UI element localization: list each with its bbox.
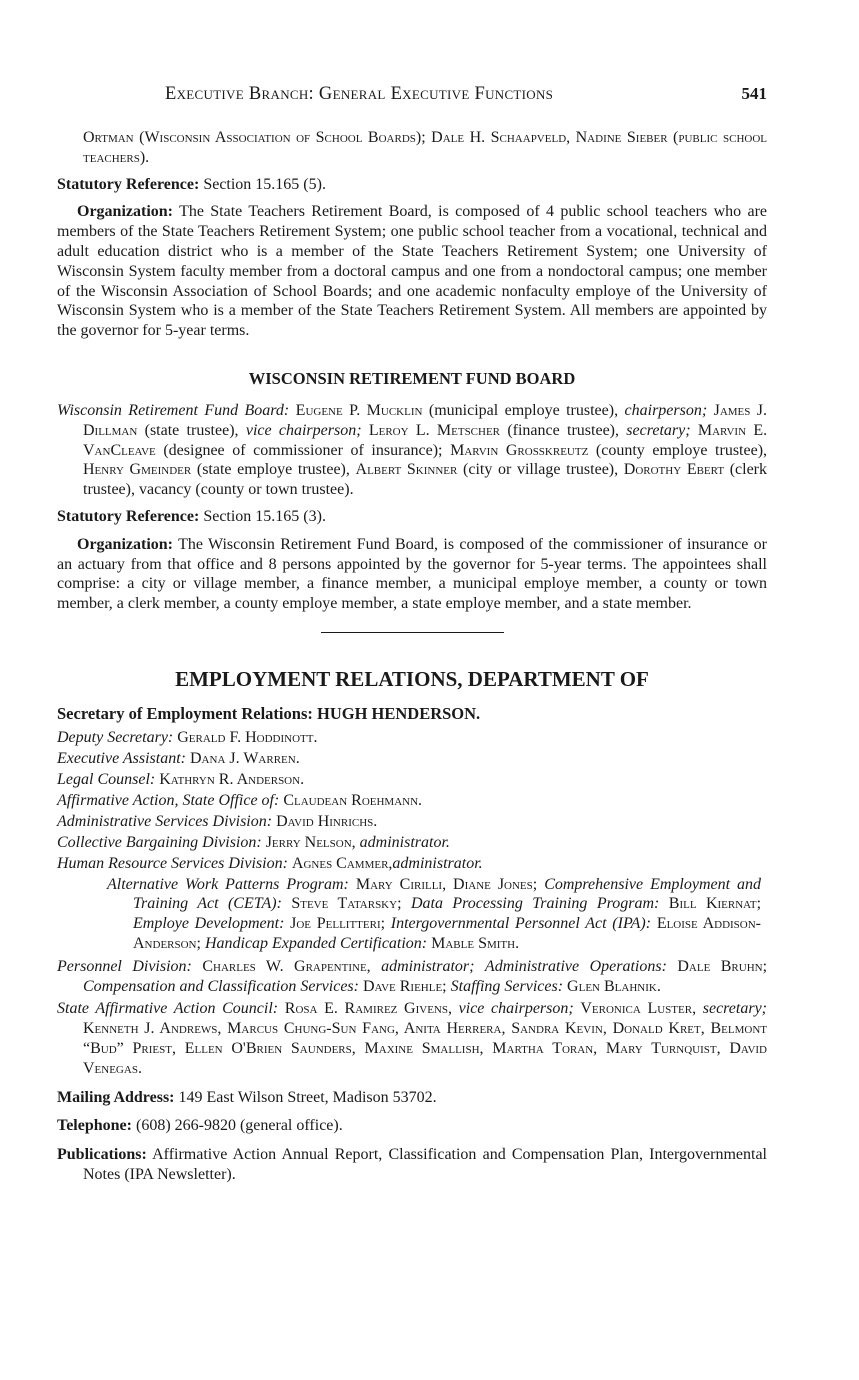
running-head	[57, 80, 767, 110]
mailing-address: Mailing Address: 149 East Wilson Street, Madison 53702.	[57, 1088, 437, 1106]
teachers-statutory-reference: Statutory Reference: Section 15.165 (5).	[57, 175, 326, 193]
page-number: 541	[741, 84, 767, 103]
personnel-division: Personnel Division: Charles W. Grapentine, administrator; Administrative Operations: Dale Bruhn; Compensation and Classification Services: Dave Riehle; Staffing Services: Glen Blahnik.	[57, 957, 768, 995]
teachers-board-members-continued: Ortman (Wisconsin Association of School Boards); Dale H. Schaapveld, Nadine Sieber (public school teachers).	[83, 129, 767, 166]
running-head-title: Executive Branch: General Executive Functions	[165, 84, 554, 104]
affirmative-action-office: Affirmative Action, State Office of: Claudean Roehmann.	[57, 791, 423, 809]
telephone: Telephone: (608) 266-9820 (general office).	[57, 1117, 343, 1135]
human-resource-services-division: Human Resource Services Division: Agnes Cammer,administrator.	[57, 854, 483, 872]
section-divider-rule	[321, 632, 504, 633]
department-heading: EMPLOYMENT RELATIONS, DEPARTMENT OF	[175, 666, 649, 691]
wrf-heading: WISCONSIN RETIREMENT FUND BOARD	[248, 368, 576, 388]
deputy-secretary: Deputy Secretary: Gerald F. Hoddinott.	[57, 728, 318, 746]
wrf-organization: Organization: The Wisconsin Retirement Fund Board, is composed of the commissioner of insurance or an actuary from that office and 8 persons appointed by the governor for 5-year terms. The appointees shall comprise: a city or village member, a finance member, a municipal employe member, a county or town member, a clerk member, a county employe member, a state employe member, and a state member.	[57, 535, 767, 613]
publications: Publications: Affirmative Action Annual Report, Classification and Compensation Plan, Intergovernmental Notes (IPA Newsletter).	[57, 1146, 767, 1183]
collective-bargaining-division: Collective Bargaining Division: Jerry Nelson, administrator.	[57, 833, 450, 851]
teachers-organization: Organization: The State Teachers Retirement Board, is composed of 4 public school teachers who are members of the State Teachers Retirement System; one public school teacher from a vocational, technical and adult education district who is a member of the State Teachers Retirement System; one University of Wisconsin System faculty member from a doctoral campus and one from a nondoctoral campus; one member of the Wisconsin Association of School Boards; and one academic nonfaculty employe of the University of Wisconsin System who is a member of the State Teachers Retirement System. All members are appointed by the governor for 5-year terms.	[57, 203, 768, 340]
hr-programs: Alternative Work Patterns Program: Mary Cirilli, Diane Jones; Comprehensive Employment and Training Act (CETA): Steve Tatarsky; Data Processing Training Program: Bill Kiernat; Employe Development: Joe Pellitteri; Intergovernmental Personnel Act (IPA): Eloise Addison-Anderson; Handicap Expanded Certification: Mable Smith.	[107, 875, 762, 953]
state-affirmative-action-council: State Affirmative Action Council: Rosa E. Ramirez Givens, vice chairperson; Veronica Luster, secretary; Kenneth J. Andrews, Marcus Chung-Sun Fang, Anita Herrera, Sandra Kevin, Donald Kret, Belmont “Bud” Priest, Ellen O'Brien Saunders, Maxine Smallish, Martha Toran, Mary Turnquist, David Venegas.	[57, 1000, 767, 1077]
department-secretary: Secretary of Employment Relations: HUGH HENDERSON.	[57, 703, 481, 723]
executive-assistant: Executive Assistant: Dana J. Warren.	[57, 749, 300, 767]
wrf-statutory-reference: Statutory Reference: Section 15.165 (3).	[57, 507, 326, 525]
document-page	[57, 80, 767, 1185]
legal-counsel: Legal Counsel: Kathryn R. Anderson.	[57, 770, 305, 788]
administrative-services-division: Administrative Services Division: David Hinrichs.	[57, 812, 378, 830]
wrf-members: Wisconsin Retirement Fund Board: Eugene P. Mucklin (municipal employe trustee), chairperson; James J. Dillman (state trustee), vice chairperson; Leroy L. Metscher (finance trustee), secretary; Marvin E. VanCleave (designee of commissioner of insurance); Marvin Grosskreutz (county employe trustee), Henry Gmeinder (state employe trustee), Albert Skinner (city or village trustee), Dorothy Ebert (clerk trustee), vacancy (county or town trustee).	[57, 401, 768, 499]
